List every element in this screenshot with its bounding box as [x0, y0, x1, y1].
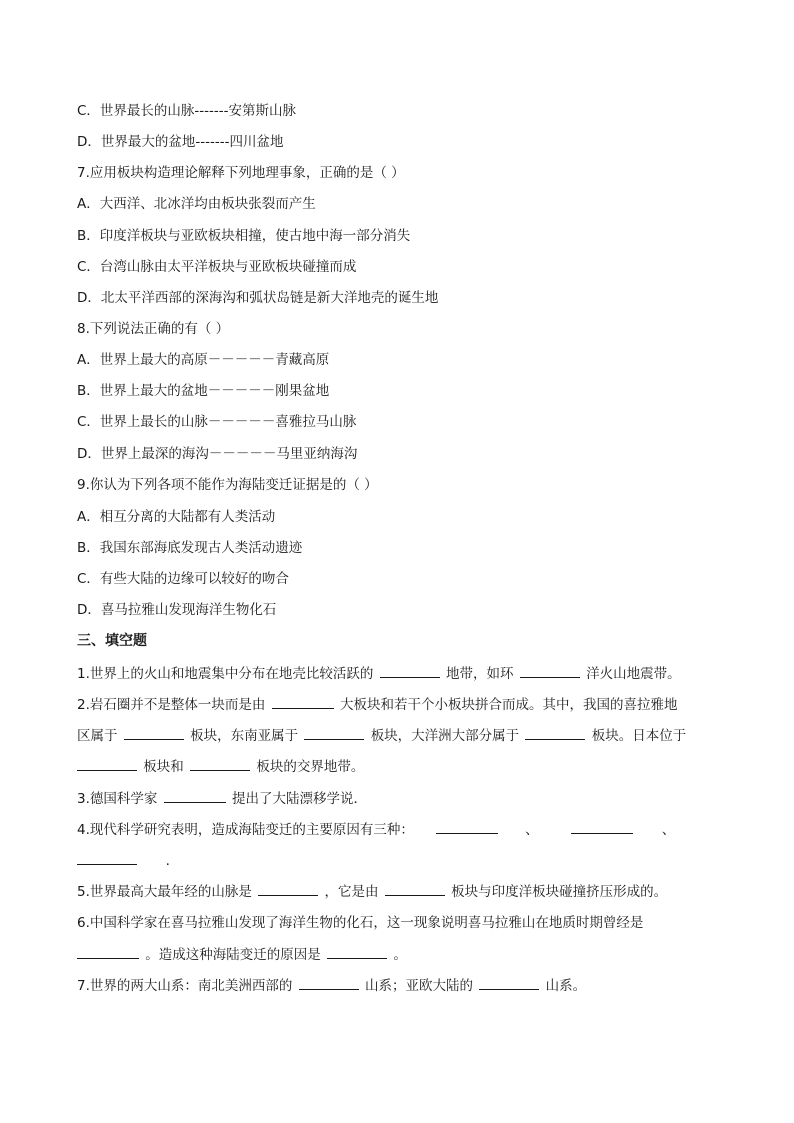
q9-stem: 9.你认为下列各项不能作为海陆变迁证据是的（ ） [77, 477, 378, 493]
fill5-text-3: 板块与印度洋板块碰撞挤压形成的。 [451, 884, 668, 900]
fill-question-3 [77, 788, 734, 809]
fill1-text-3: 洋火山地震带。 [586, 666, 681, 682]
fill6-text-1: 6.中国科学家在喜马拉雅山发现了海洋生物的化石，这一现象说明喜马拉雅山在地质时期曾经是 [77, 915, 644, 931]
fill2-text-5: 板块，大洋洲大部分属于 [370, 728, 520, 744]
fill7-blank-1[interactable] [299, 975, 359, 990]
fill5-blank-1[interactable] [258, 881, 318, 896]
fill2-blank-6[interactable] [190, 756, 250, 771]
fill-question-2-line-2 [77, 725, 734, 746]
fill3-text-1: 3.德国科学家 [77, 791, 158, 807]
fill5-blank-2[interactable] [385, 881, 445, 896]
fill2-blank-3[interactable] [304, 725, 364, 740]
fill2-text-8: 板块的交界地带。 [256, 759, 365, 775]
q7-option-b: B．印度洋板块与亚欧板块相撞，使古地中海一部分消失 [77, 228, 411, 244]
fill4-text-2: 、 [525, 822, 539, 838]
fill1-text-2: 地带，如环 [445, 666, 514, 682]
q8-stem: 8.下列说法正确的有（ ） [77, 321, 230, 337]
fill2-text-2: 大板块和若干个小板块拼合而成。其中，我国的喜拉雅地 [339, 697, 678, 713]
fill2-text-4: 板块，东南亚属于 [190, 728, 299, 744]
fill-question-5 [77, 881, 734, 902]
fill2-blank-4[interactable] [525, 725, 585, 740]
fill7-text-2: 山系；亚欧大陆的 [364, 978, 473, 994]
q7-stem: 7.应用板块构造理论解释下列地理事象，正确的是（ ） [77, 165, 405, 181]
q8-option-a: A．世界上最大的高原－－－－－青藏高原 [77, 352, 330, 368]
fill-question-2-line-1 [77, 694, 734, 715]
fill2-text-1: 2.岩石圈并不是整体一块而是由 [77, 697, 266, 713]
fill6-blank-2[interactable] [327, 944, 387, 959]
q9-option-d: D．喜马拉雅山发现海洋生物化石 [77, 602, 277, 618]
section-heading-fill-in: 三、填空题 [77, 633, 147, 649]
q9-option-b: B．我国东部海底发现古人类活动遗迹 [77, 540, 303, 556]
fill-question-4-line-2 [77, 850, 734, 871]
fill4-blank-1[interactable] [436, 819, 498, 834]
q7-option-a: A．大西洋、北冰洋均由板块张裂而产生 [77, 196, 316, 212]
fill7-text-3: 山系。 [545, 978, 587, 994]
fill2-text-3: 区属于 [77, 728, 118, 744]
fill2-blank-2[interactable] [124, 725, 184, 740]
fill7-blank-2[interactable] [479, 975, 539, 990]
fill7-text-1: 7.世界的两大山系：南北美洲西部的 [77, 978, 293, 994]
q9-option-a: A．相互分离的大陆都有人类活动 [77, 509, 276, 525]
fill2-text-6: 板块。日本位于 [591, 728, 687, 744]
q6-option-d: D．世界最大的盆地-------四川盆地 [77, 134, 284, 150]
q7-option-c: C．台湾山脉由太平洋板块与亚欧板块碰撞而成 [77, 259, 357, 275]
fill-question-6-line-1 [77, 913, 734, 933]
fill4-blank-2[interactable] [571, 819, 633, 834]
q8-option-c: C．世界上最长的山脉－－－－－喜雅拉马山脉 [77, 414, 357, 430]
fill4-text-4: . [165, 853, 170, 869]
fill-question-2-line-3 [77, 756, 734, 777]
fill2-text-7: 板块和 [143, 759, 184, 775]
q6-option-c: C．世界最长的山脉-------安第斯山脉 [77, 103, 297, 119]
fill2-blank-5[interactable] [77, 756, 137, 771]
fill4-blank-3[interactable] [77, 850, 137, 865]
fill6-blank-1[interactable] [77, 944, 139, 959]
fill6-text-3: 。 [393, 947, 407, 963]
fill-question-6-line-2 [77, 944, 734, 965]
fill3-blank-1[interactable] [164, 788, 226, 803]
fill3-text-2: 提出了大陆漂移学说． [231, 791, 367, 807]
fill-question-1 [77, 663, 734, 684]
fill4-text-1: 4.现代科学研究表明，造成海陆变迁的主要原因有三种： [77, 822, 414, 838]
q8-option-b: B．世界上最大的盆地－－－－－刚果盆地 [77, 383, 330, 399]
fill2-blank-1[interactable] [272, 694, 334, 709]
fill4-text-3: 、 [661, 822, 676, 838]
fill1-blank-2[interactable] [520, 663, 580, 678]
fill6-text-2: 。造成这种海陆变迁的原因是 [145, 947, 321, 963]
q8-option-d: D．世界上最深的海沟－－－－－马里亚纳海沟 [77, 446, 358, 462]
fill5-text-2: ，它是由 [324, 884, 379, 900]
fill5-text-1: 5.世界最高大最年经的山脉是 [77, 884, 252, 900]
q9-option-c: C．有些大陆的边缘可以较好的吻合 [77, 571, 289, 587]
fill1-text-1: 1.世界上的火山和地震集中分布在地壳比较活跃的 [77, 666, 374, 682]
fill-question-4-line-1 [77, 819, 734, 840]
q7-option-d: D．北太平洋西部的深海沟和弧状岛链是新大洋地壳的诞生地 [77, 290, 439, 306]
fill-question-7 [77, 975, 734, 996]
fill1-blank-1[interactable] [380, 663, 440, 678]
